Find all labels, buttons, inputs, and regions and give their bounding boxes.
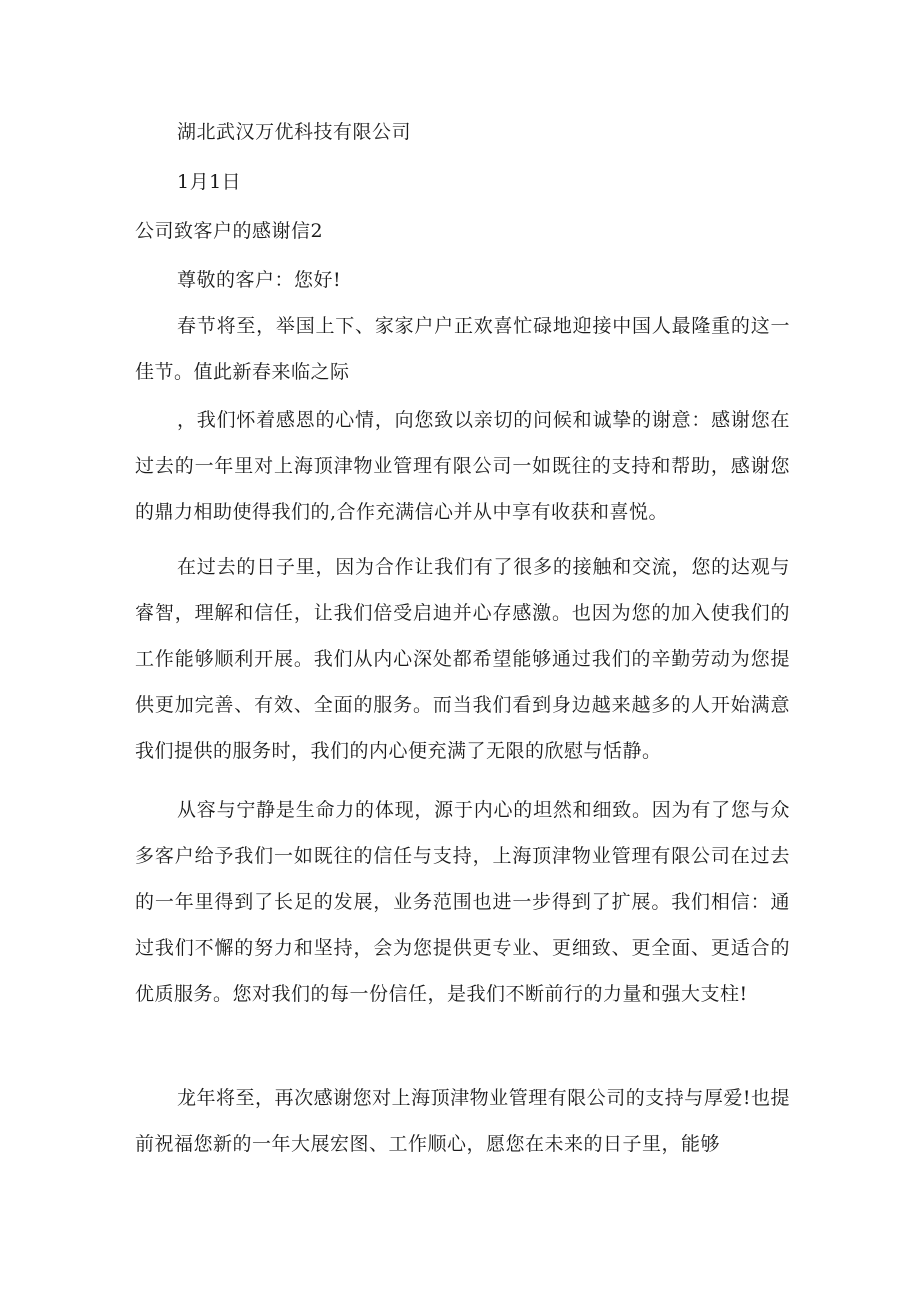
letter-date: 1月1日 <box>177 171 242 193</box>
paragraph-2: ，我们怀着感恩的心情，向您致以亲切的问候和诚挚的谢意：感谢您在过去的一年里对上海顶津物业管理有限公司一如既往的支持和帮助，感谢您的鼎力相助使得我们的,合作充满信心并从中享有收获和喜悦。 <box>135 409 790 523</box>
letter-title: 公司致客户的感谢信2 <box>135 220 324 242</box>
paragraph-4: 从容与宁静是生命力的体现，源于内心的坦然和细致。因为有了您与众多客户给予我们一如既往的信任与支持，上海顶津物业管理有限公司在过去的一年里得到了长足的发展，业务范围也进一步得到了扩展。我们相信：通过我们不懈的努力和坚持，会为您提供更专业、更细致、更全面、更适合的优质服务。您对我们的每一份信任，是我们不断前行的力量和强大支柱! <box>135 799 790 1005</box>
letter-salutation: 尊敬的客户：您好! <box>177 269 342 291</box>
paragraph-5: 龙年将至，再次感谢您对上海顶津物业管理有限公司的支持与厚爱!也提前祝福您新的一年大展宏图、工作顺心，愿您在未来的日子里，能够 <box>135 1087 790 1155</box>
paragraph-3: 在过去的日子里，因为合作让我们有了很多的接触和交流，您的达观与睿智，理解和信任，让我们倍受启迪并心存感激。也因为您的加入使我们的工作能够顺利开展。我们从内心深处都希望能够通过我们的辛勤劳动为您提供更加完善、有效、全面的服务。而当我们看到身边越来越多的人开始满意我们提供的服务时，我们的内心便充满了无限的欣慰与恬静。 <box>135 556 790 762</box>
paragraph-1: 春节将至，举国上下、家家户户正欢喜忙碌地迎接中国人最隆重的这一佳节。值此新春来临之际 <box>135 315 790 383</box>
company-signature: 湖北武汉万优科技有限公司 <box>177 121 412 143</box>
